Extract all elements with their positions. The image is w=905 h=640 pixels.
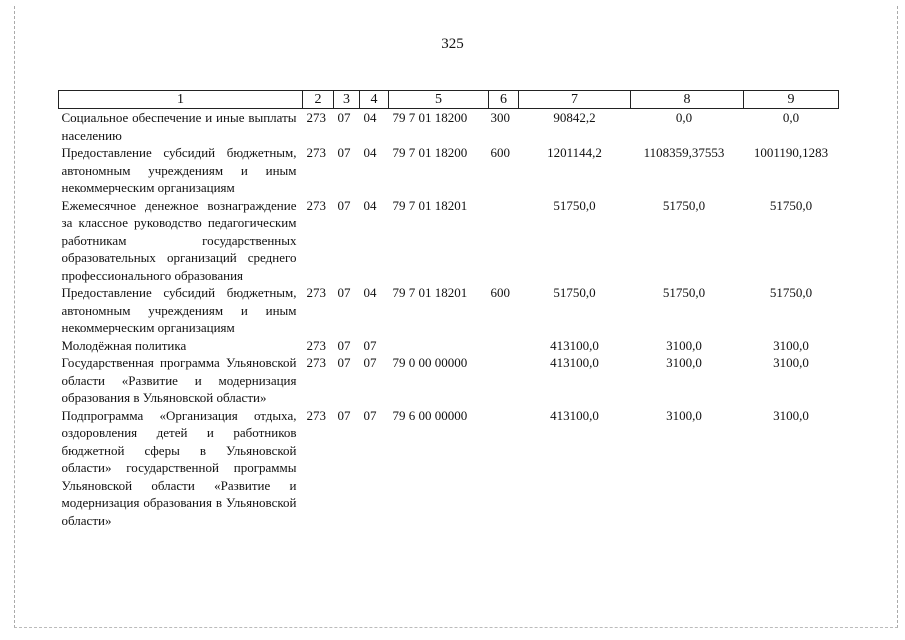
- budget-table: [58, 90, 839, 529]
- table-row: [59, 144, 839, 197]
- row-amount-col9: 3100,0: [773, 355, 809, 370]
- row-section-code: 07: [337, 355, 351, 370]
- row-expense-type: [489, 337, 519, 355]
- row-amount-col7: 413100,0: [550, 407, 599, 423]
- table-header: [59, 91, 839, 109]
- header-col-5: 5: [389, 91, 489, 109]
- row-amount-col8: 51750,0: [662, 197, 706, 213]
- row-name: Предоставление субсидий бюджетным, автономным учреждениям и иным некоммерческим организациям: [61, 285, 297, 335]
- header-col-9: 9: [744, 91, 839, 109]
- row-target-code: 79 7 01 18200: [392, 145, 468, 160]
- header-col-6: 6: [489, 91, 519, 109]
- row-section-code: 07: [337, 407, 351, 423]
- row-section-code: 07: [337, 110, 351, 125]
- row-expense-type: [489, 407, 519, 530]
- row-expense-type: 600: [490, 145, 510, 160]
- table-row: [59, 197, 839, 285]
- row-subsection-code: 07: [363, 355, 377, 370]
- row-subsection-code: 04: [363, 110, 377, 125]
- header-col-7: 7: [519, 91, 631, 109]
- row-ministry-code: 273: [306, 407, 326, 423]
- row-subsection-code: 04: [363, 285, 377, 300]
- row-amount-col7: 413100,0: [550, 355, 599, 370]
- row-ministry-code: 273: [306, 110, 326, 125]
- header-col-2: 2: [303, 91, 334, 109]
- row-name: Государственная программа Ульяновской области «Развитие и модернизация образования в Ульяновской области»: [61, 355, 297, 405]
- row-amount-col8: 51750,0: [662, 285, 706, 300]
- row-amount-col7: 51750,0: [553, 285, 596, 300]
- row-target-code: [389, 337, 489, 355]
- row-subsection-code: 04: [363, 145, 377, 160]
- table-body: [59, 109, 839, 530]
- row-subsection-code: 07: [363, 407, 377, 423]
- row-amount-col9: 0,0: [782, 110, 800, 125]
- row-section-code: 07: [337, 285, 351, 300]
- row-ministry-code: 273: [306, 285, 326, 300]
- row-section-code: 07: [337, 145, 351, 160]
- header-col-4: 4: [360, 91, 389, 109]
- row-amount-col8: 3100,0: [666, 407, 702, 423]
- row-name: Молодёжная политика: [61, 337, 187, 353]
- row-target-code: 79 7 01 18201: [392, 197, 468, 213]
- header-col-1: 1: [59, 91, 303, 109]
- row-expense-type: 600: [490, 285, 510, 300]
- row-expense-type: [489, 354, 519, 407]
- table-row: [59, 354, 839, 407]
- row-section-code: 07: [337, 197, 351, 213]
- row-ministry-code: 273: [306, 145, 326, 160]
- table-row: [59, 407, 839, 530]
- row-target-code: 79 7 01 18201: [392, 285, 468, 300]
- row-amount-col8: 0,0: [675, 110, 693, 125]
- table-row: [59, 284, 839, 337]
- row-ministry-code: 273: [306, 197, 326, 213]
- row-section-code: 07: [337, 337, 351, 353]
- row-amount-col9: 3100,0: [773, 337, 809, 353]
- row-ministry-code: 273: [306, 337, 326, 353]
- row-amount-col8: 3100,0: [666, 355, 702, 370]
- table-row: [59, 337, 839, 355]
- row-subsection-code: 04: [363, 197, 377, 213]
- row-name: Социальное обеспечение и иные выплаты населению: [61, 110, 297, 143]
- row-expense-type: [489, 197, 519, 285]
- row-amount-col7: 413100,0: [550, 337, 599, 353]
- row-target-code: 79 6 00 00000: [392, 407, 468, 423]
- row-amount-col9: 1001190,1283: [753, 145, 829, 160]
- row-amount-col8: 1108359,37553: [643, 145, 725, 160]
- row-amount-col8: 3100,0: [666, 337, 702, 353]
- row-target-code: 79 0 00 00000: [392, 355, 468, 370]
- row-name: Подпрограмма «Организация отдыха, оздоровления детей и работников бюджетной сферы в Ульяновской области» государственной программы Ульяновской области «Развитие и модернизация образования в Ульяновской области»: [61, 407, 297, 528]
- table-row: [59, 109, 839, 145]
- header-col-3: 3: [334, 91, 360, 109]
- row-amount-col7: 90842,2: [553, 110, 596, 125]
- row-amount-col9: 51750,0: [769, 197, 813, 213]
- row-ministry-code: 273: [306, 355, 326, 370]
- row-amount-col7: 1201144,2: [547, 145, 602, 160]
- row-target-code: 79 7 01 18200: [392, 110, 468, 125]
- row-amount-col9: 51750,0: [769, 285, 813, 300]
- row-name: Ежемесячное денежное вознаграждение за классное руководство педагогическим работникам государственных образовательных организаций среднего профессионального образования: [61, 197, 297, 283]
- row-name: Предоставление субсидий бюджетным, автономным учреждениям и иным некоммерческим организациям: [61, 145, 297, 195]
- page-number: 325: [441, 36, 464, 52]
- row-subsection-code: 07: [363, 337, 377, 353]
- row-expense-type: 300: [490, 110, 510, 125]
- row-amount-col7: 51750,0: [553, 197, 596, 213]
- row-amount-col9: 3100,0: [773, 407, 809, 423]
- header-col-8: 8: [631, 91, 744, 109]
- header-row: [59, 91, 839, 109]
